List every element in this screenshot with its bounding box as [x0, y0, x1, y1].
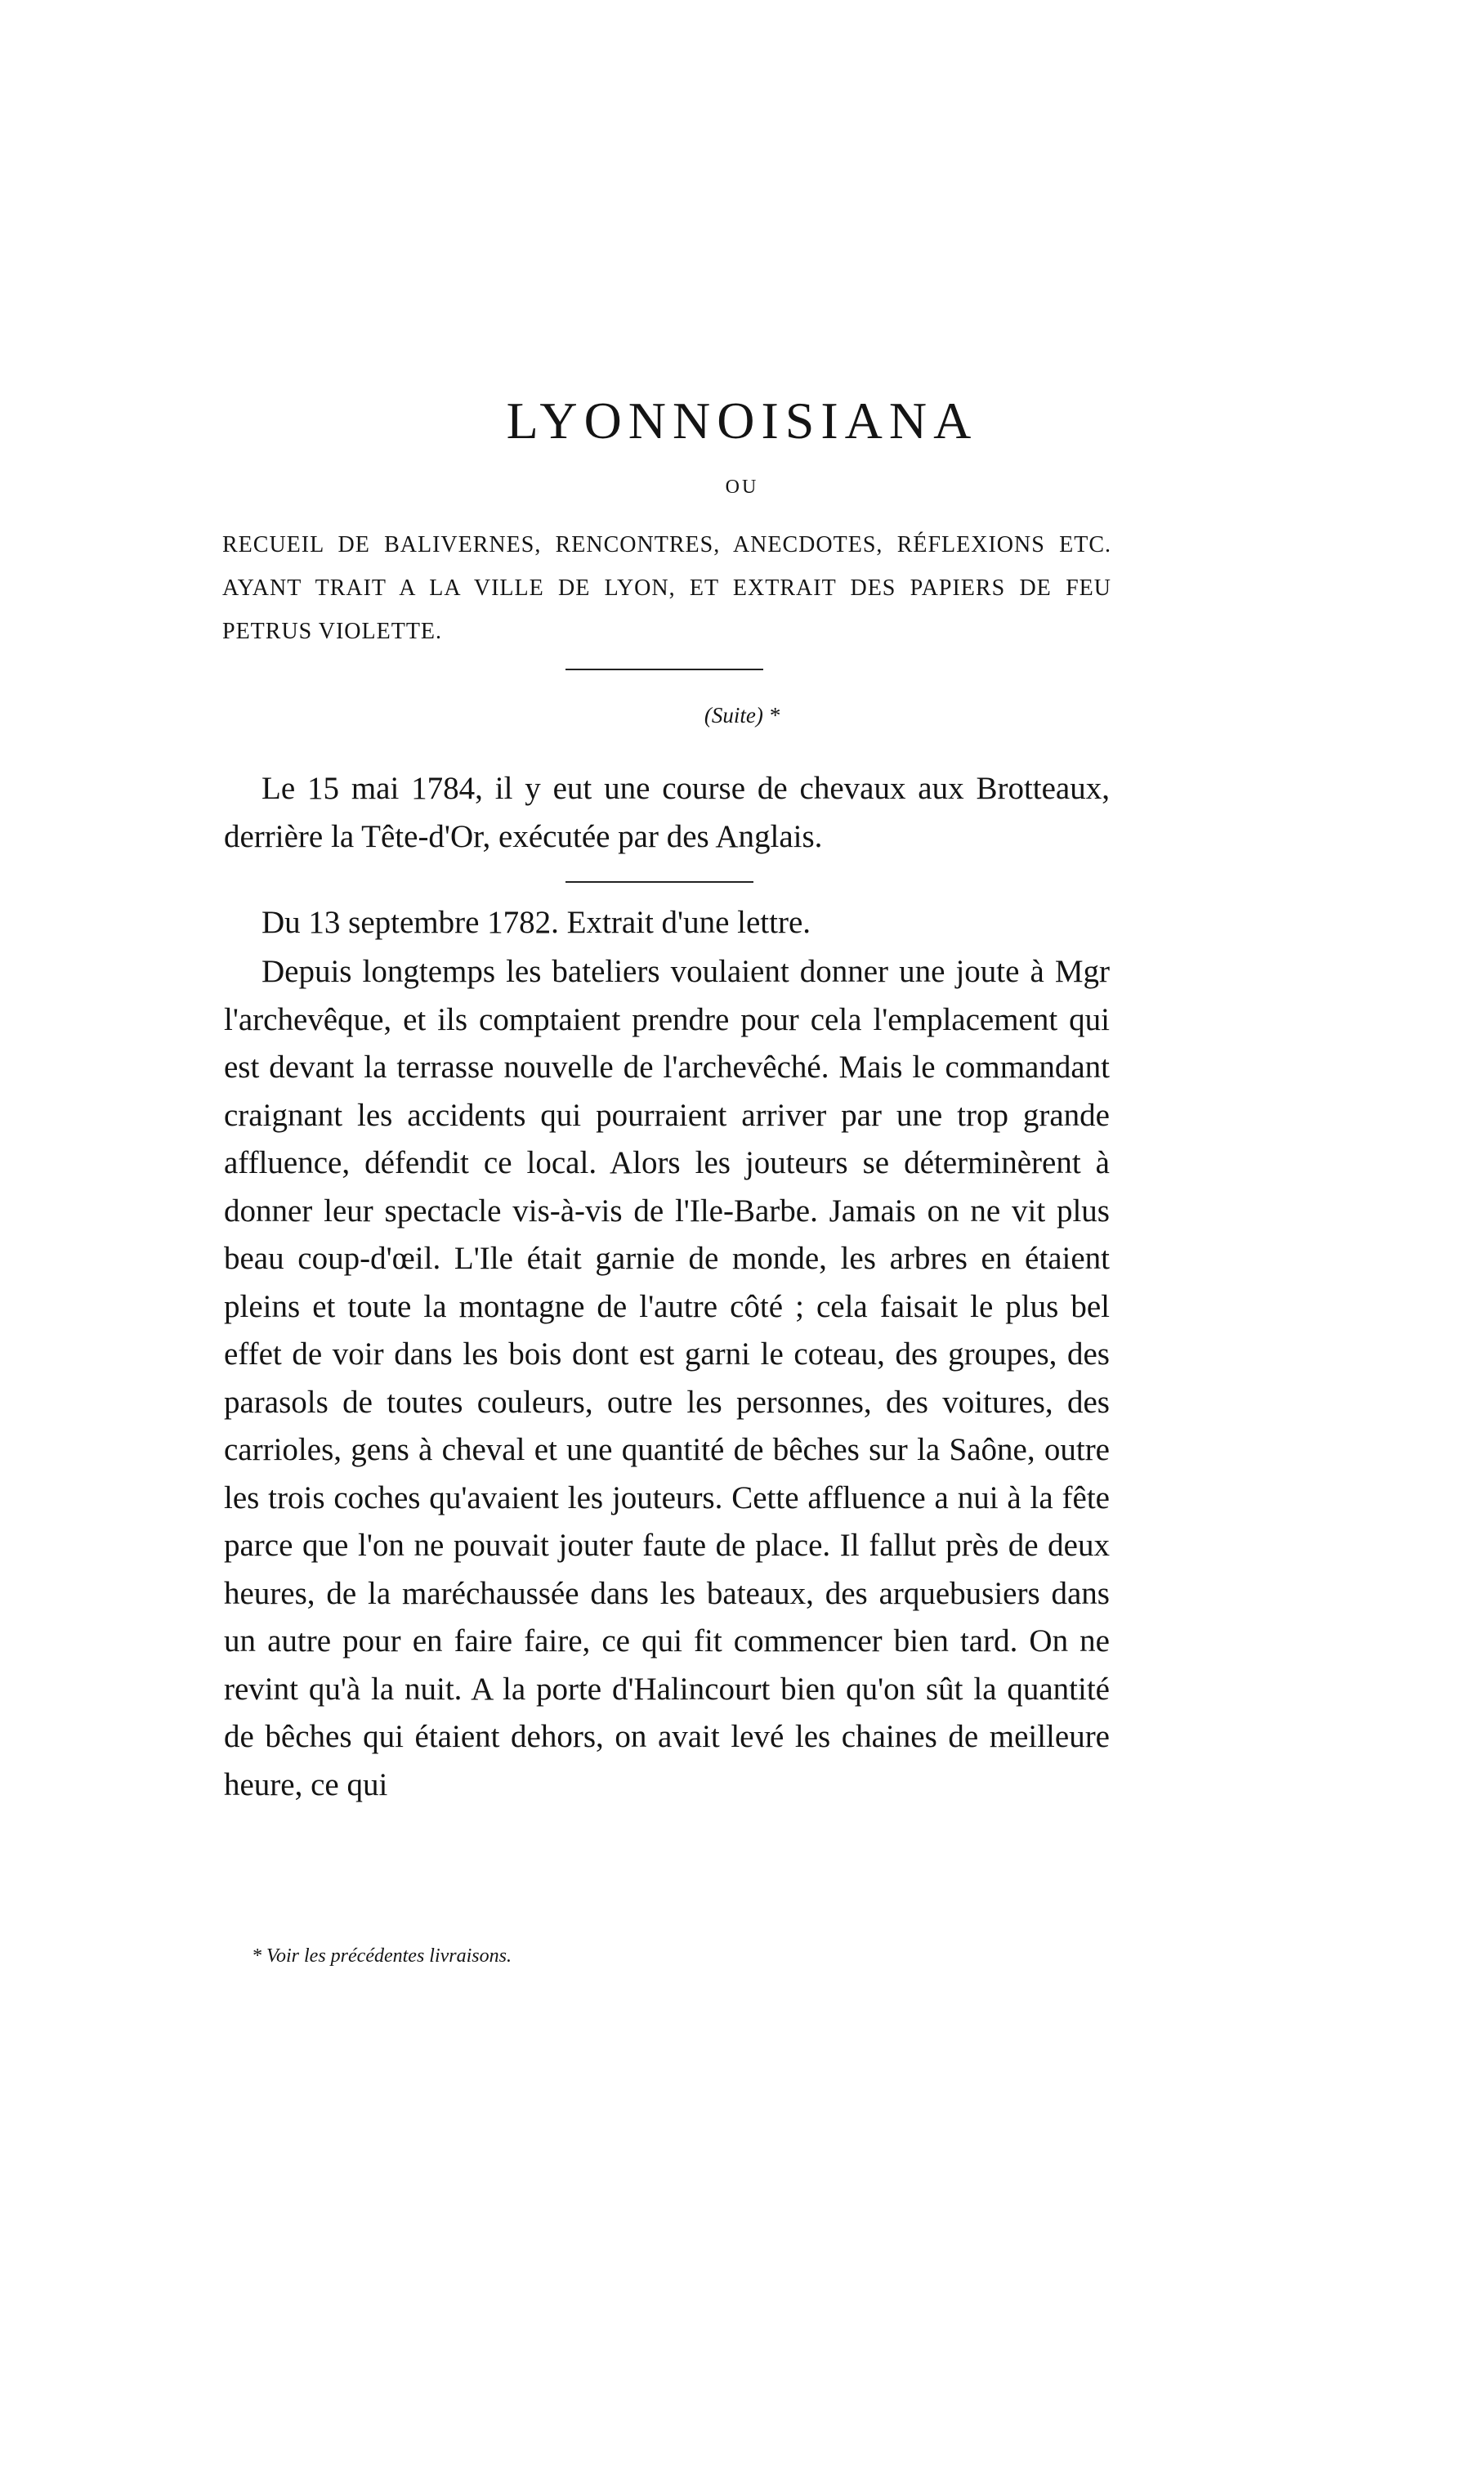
- body-paragraph: Le 15 mai 1784, il y eut une course de chevaux aux Brotteaux, derrière la Tête-d'Or, exécutée par des Anglais.: [224, 771, 1110, 854]
- page-title: LYONNOISIANA: [506, 392, 978, 450]
- divider-rule: [565, 669, 763, 670]
- subtitle: RECUEIL DE BALIVERNES, RENCONTRES, ANECDOTES, RÉFLEXIONS ETC. AYANT TRAIT A LA VILLE DE LYON, ET EXTRAIT DES PAPIERS DE FEU PETRUS VIOLETTE.: [222, 532, 1111, 644]
- section-heading: Du 13 septembre 1782. Extrait d'une lettre.: [261, 905, 811, 940]
- footnote: * Voir les précédentes livraisons.: [252, 1945, 512, 1967]
- title-conjunction: OU: [725, 477, 759, 498]
- continuation-note: (Suite) *: [704, 703, 780, 727]
- body-paragraph: Depuis longtemps les bateliers voulaient donner une joute à Mgr l'archevêque, et ils comptaient prendre pour cela l'emplacement qui est devant la terrasse nouvelle de l'archevêché. Mais le commandant craignant les accidents qui pourraient arriver par une trop grande affluence, défendit ce local. Alors les jouteurs se déterminèrent à donner leur spectacle vis-à-vis de l'Ile-Barbe. Jamais on ne vit plus beau coup-d'œil. L'Ile était garnie de monde, les arbres en étaient pleins et toute la montagne de l'autre côté ; cela faisait le plus bel effet de voir dans les bois dont est garni le coteau, des groupes, des parasols de toutes couleurs, outre les personnes, des voitures, des carrioles, gens à cheval et une quantité de bêches sur la Saône, outre les trois coches qu'avaient les jouteurs. Cette affluence a nui à la fête parce que l'on ne pouvait jouter faute de place. Il fallut près de deux heures, de la maréchaussée dans les bateaux, des arquebusiers dans un autre pour en faire faire, ce qui fit commencer bien tard. On ne revint qu'à la nuit. A la porte d'Halincourt bien qu'on sût la quantité de bêches qui étaient dehors, on avait levé les chaines de meilleure heure, ce qui: [224, 954, 1110, 1802]
- divider-rule: [565, 881, 753, 883]
